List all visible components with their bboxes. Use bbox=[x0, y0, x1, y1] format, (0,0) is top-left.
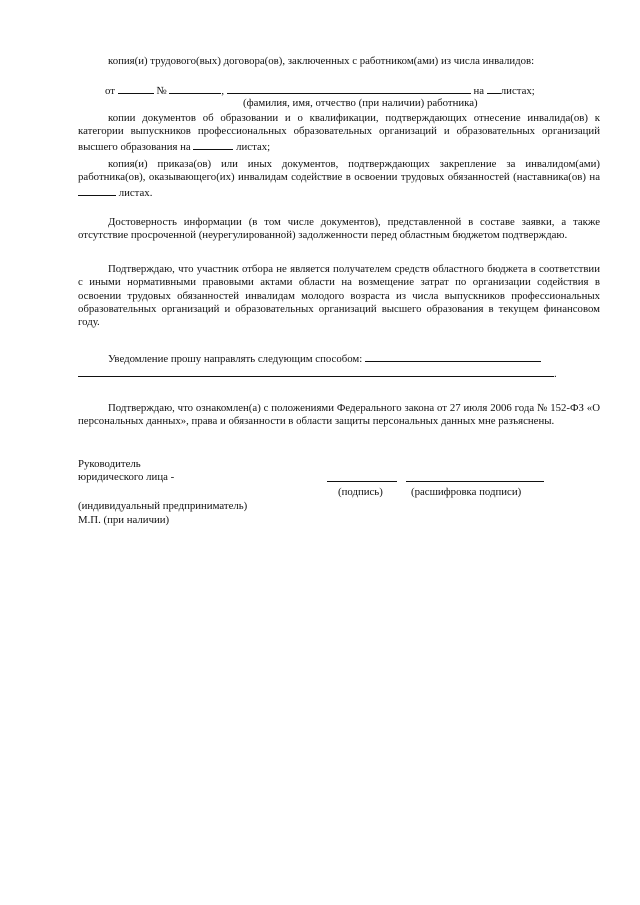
paragraph-education-documents bbox=[78, 112, 600, 154]
signature-decoding-caption: (расшифровка подписи) bbox=[411, 486, 522, 498]
comma: , bbox=[221, 85, 225, 97]
paragraph-text: Подтверждаю, что участник отбора не является получателем средств областного бюджета в соответствии с иными нормативными правовыми актами области на возмещение затрат по организации содействия в освоении трудовых обязанностей инвалидам молодого возраста из числа выпускников профессиональных образовательных организаций и образовательных организаций высшего образования в текущем финансовом году. bbox=[78, 263, 600, 329]
signature-blank[interactable] bbox=[327, 471, 397, 486]
signature-underline bbox=[327, 471, 397, 482]
decoding-underline bbox=[406, 471, 544, 482]
notification-line-2 bbox=[78, 366, 600, 381]
notification-blank[interactable] bbox=[365, 351, 541, 362]
notification-blank-2[interactable] bbox=[78, 366, 554, 377]
head-label: Руководитель bbox=[78, 458, 141, 470]
from-label: от bbox=[105, 85, 115, 97]
on-label: на bbox=[473, 85, 485, 97]
paragraph-mentor-orders bbox=[78, 158, 600, 200]
notification-label: Уведомление прошу направлять следующим способом: bbox=[108, 353, 363, 365]
notification-method bbox=[78, 351, 600, 382]
paragraph-text: Подтверждаю, что ознакомлен(а) с положениями Федерального закона от 27 июля 2006 года № 152-ФЗ «О персональных данных», права и обязанности в области защиты персональных данных мне разъяснены. bbox=[78, 402, 600, 428]
paragraph-personal-data-consent bbox=[78, 402, 600, 429]
date-blank bbox=[118, 83, 154, 94]
paragraph-no-other-funding bbox=[78, 263, 600, 329]
sheets-label: листах; bbox=[236, 140, 271, 153]
period: . bbox=[554, 368, 557, 381]
contract-details-line bbox=[105, 83, 600, 98]
entrepreneur-label: (индивидуальный предприниматель) bbox=[78, 500, 248, 512]
paragraph-text: копии документов об образовании и о квалификации, подтверждающих отнесение инвалида(ов) к категории выпускников профессиональных образовательных организаций и образовательных организаций высшего образования на bbox=[78, 112, 600, 153]
sheets-label: листах. bbox=[118, 186, 153, 199]
sheets-label: листах; bbox=[500, 85, 535, 97]
signature-caption: (подпись) bbox=[338, 486, 383, 498]
paragraph-reliability bbox=[78, 216, 600, 243]
sheets-blank bbox=[487, 83, 501, 94]
number-blank bbox=[169, 83, 221, 94]
paragraph-text: копия(и) трудового(вых) договора(ов), заключенных с работником(ами) из числа инвалидов: bbox=[108, 55, 535, 67]
legal-entity-label: юридического лица - bbox=[78, 471, 175, 483]
paragraph-employment-contracts bbox=[78, 55, 600, 68]
paragraph-text: Достоверность информации (в том числе документов), представленной в составе заявки, а также отсутствие просроченной (неурегулированной) задолженности перед областным бюджетом подтверждаю. bbox=[78, 216, 600, 242]
sheets-blank bbox=[193, 139, 233, 150]
signature-decoding-blank[interactable] bbox=[406, 471, 544, 486]
number-sign: № bbox=[156, 85, 167, 97]
name-blank bbox=[227, 83, 471, 94]
notification-line bbox=[78, 351, 600, 366]
seal-label: М.П. (при наличии) bbox=[78, 514, 170, 526]
paragraph-text: копия(и) приказа(ов) или иных документов, подтверждающих закрепление за инвалидом(ами) работника(ов), оказывающего(их) инвалидам содействие в освоении трудовых обязанностей (наставника(ов) на bbox=[78, 158, 600, 184]
sheets-blank bbox=[78, 185, 116, 196]
employee-name-caption: (фамилия, имя, отчество (при наличии) работника) bbox=[243, 97, 478, 109]
